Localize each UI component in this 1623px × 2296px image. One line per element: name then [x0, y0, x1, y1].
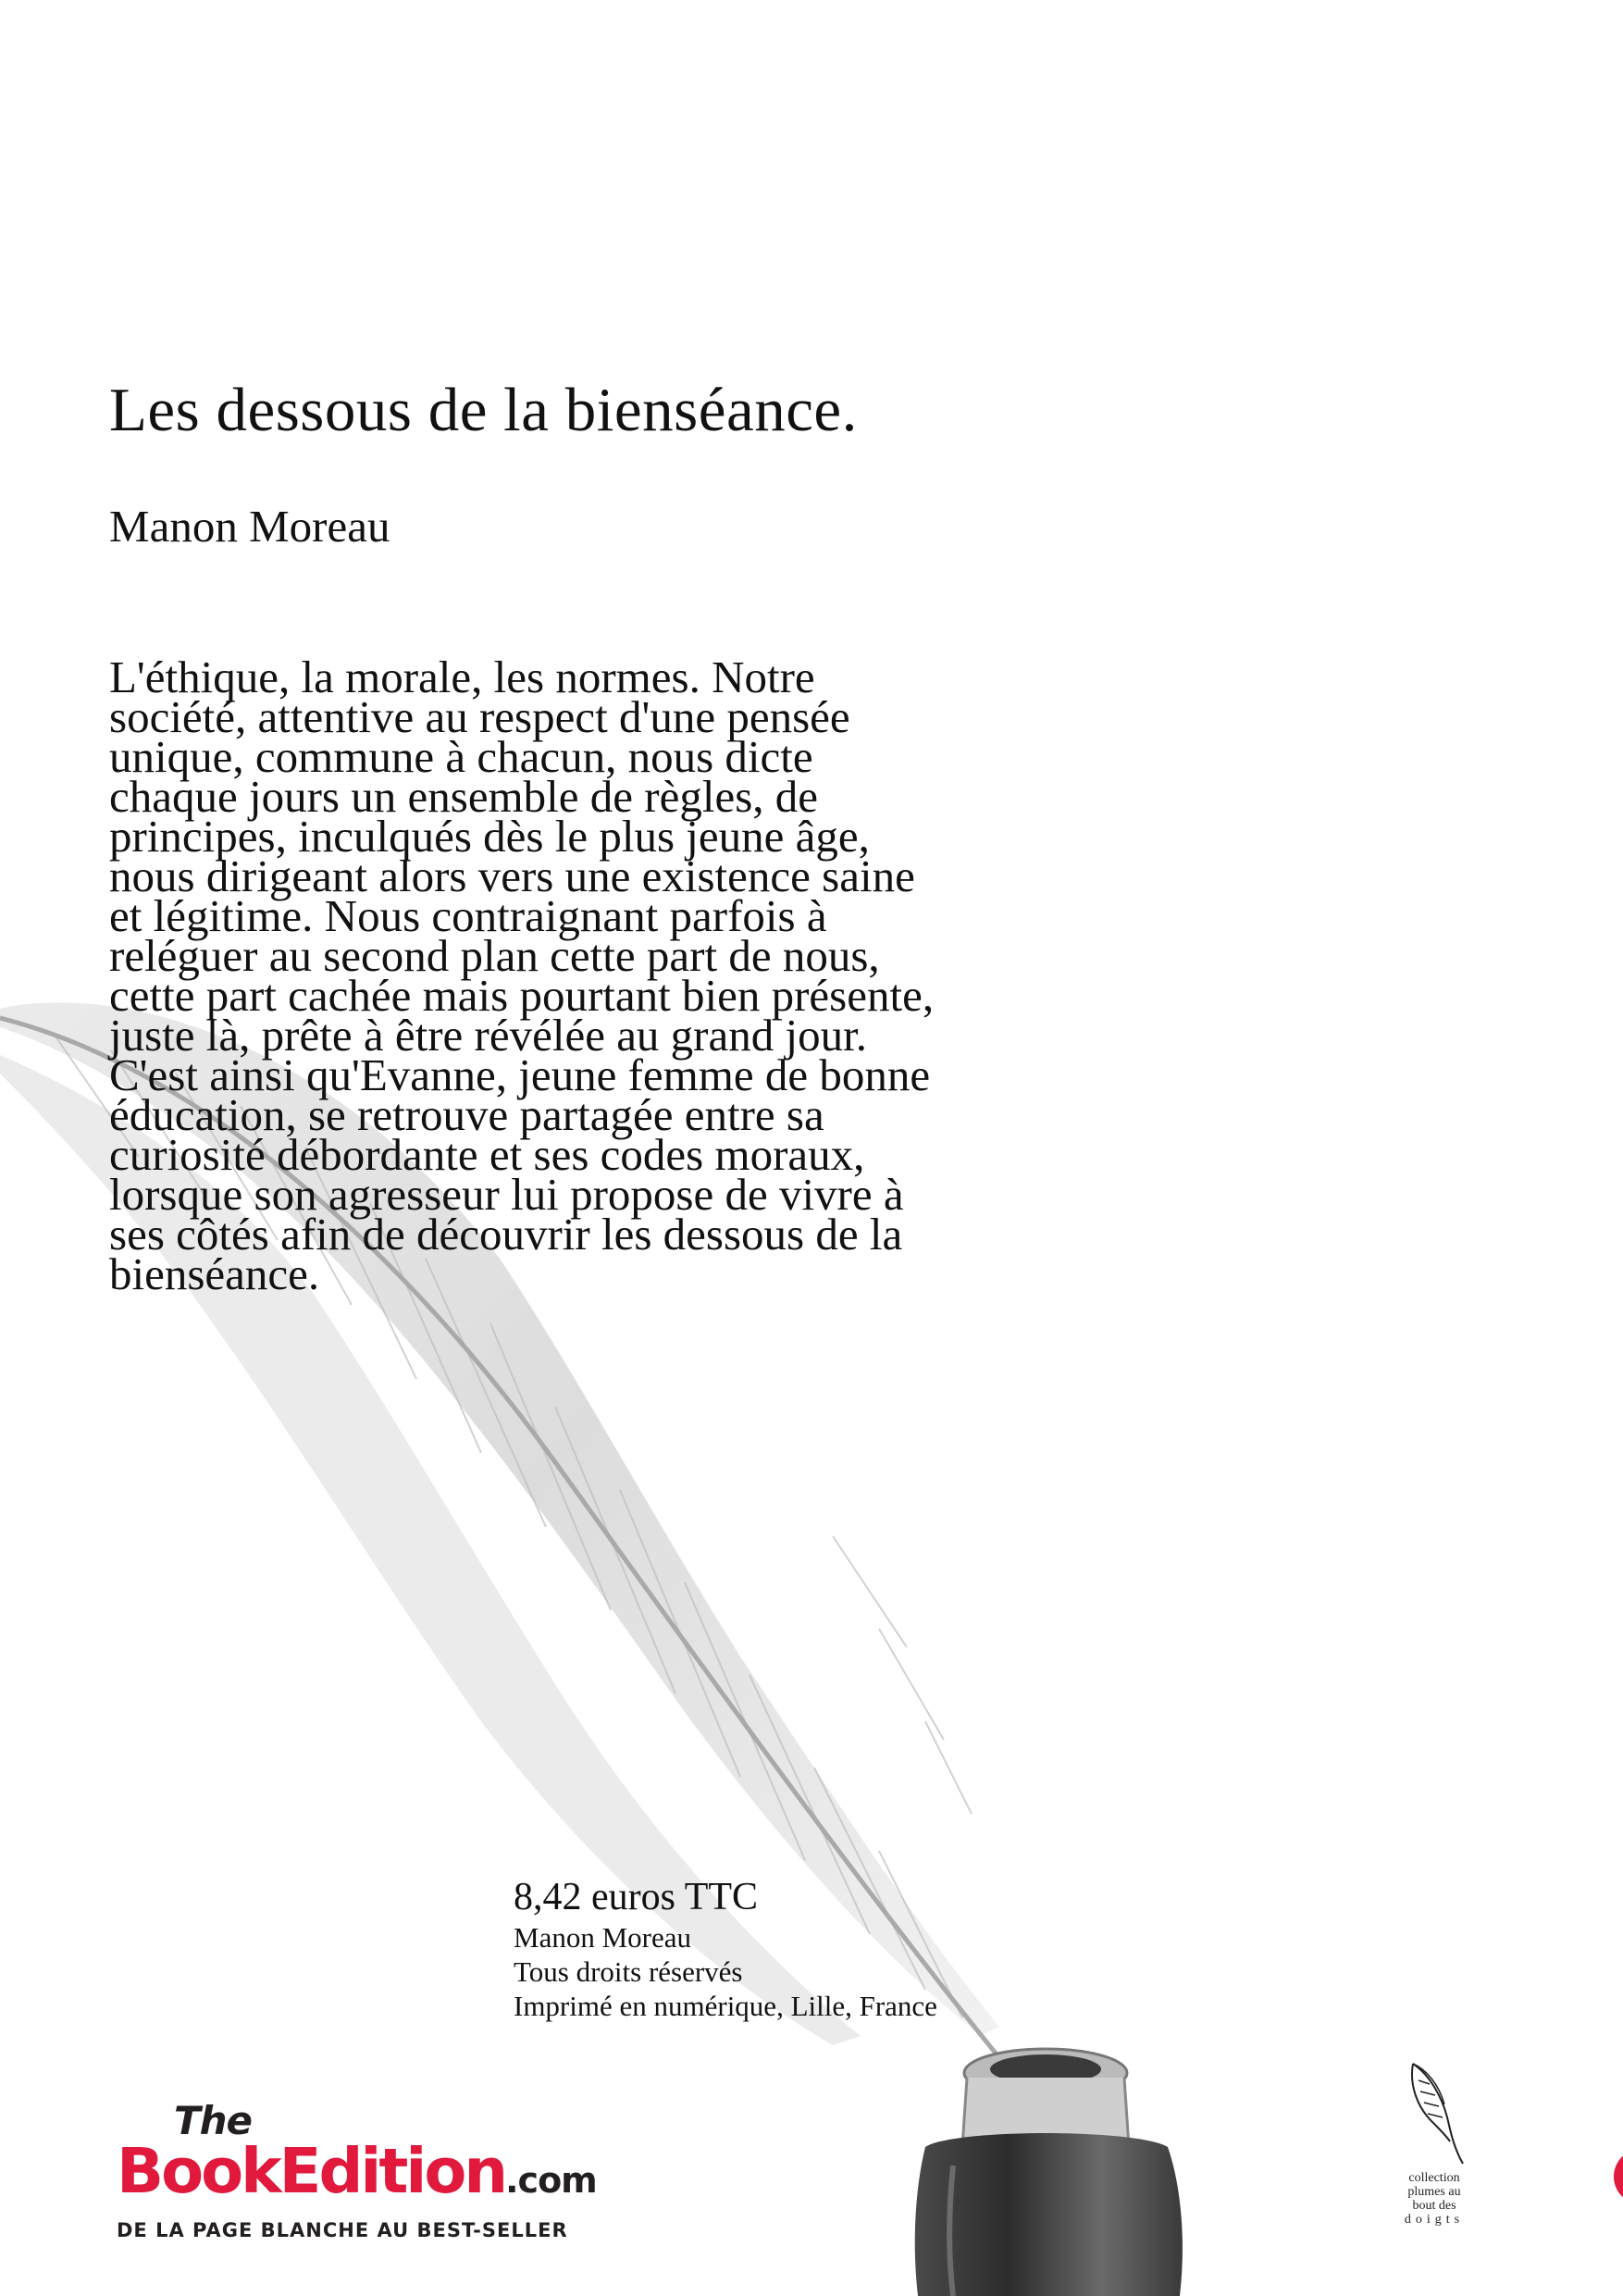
publisher-logo [117, 2098, 653, 2241]
blurb-line: société, attentive au respect d'une pensée [109, 691, 850, 742]
collection-feather-icon [1402, 2056, 1467, 2167]
logo-the: The [174, 2098, 253, 2143]
logo-name-main: BookEdition [117, 2135, 506, 2207]
book-author: Manon Moreau [109, 501, 390, 552]
ink-bottle-illustration [915, 2049, 1183, 2296]
blurb-line: juste là, prête à être révélée au grand jour. [109, 1010, 867, 1061]
blurb-line: curiosité débordante et ses codes moraux, [109, 1129, 865, 1180]
blurb-line: ses côtés afin de découvrir les dessous de la [109, 1209, 903, 1260]
collection-line: collection [1408, 2171, 1460, 2185]
imprint-rights: Tous droits réservés [514, 1955, 743, 1988]
blurb-line: bienséance. [109, 1248, 320, 1299]
imprint-author: Manon Moreau [514, 1921, 691, 1954]
blurb-line: chaque jours un ensemble de règles, de [109, 771, 819, 822]
blurb-line: unique, commune à chacun, nous dicte [109, 731, 813, 782]
logo-tagline: DE LA PAGE BLANCHE AU BEST-SELLER [117, 2219, 568, 2241]
blurb-line: L'éthique, la morale, les normes. Notre [109, 652, 815, 702]
logo-name-tld: .com [505, 2160, 597, 2201]
book-title: Les dessous de la bienséance. [109, 376, 858, 444]
back-cover-blurb [109, 652, 1247, 1299]
blurb-line: et légitime. Nous contraignant parfois à [109, 890, 827, 941]
blurb-line: éducation, se retrouve partagée entre sa [109, 1089, 824, 1140]
collection-line: plumes au [1407, 2185, 1461, 2199]
blurb-line: nous dirigeant alors vers une existence saine [109, 850, 915, 901]
collection-line: bout des [1412, 2199, 1456, 2213]
blurb-line: cette part cachée mais pourtant bien présente, [109, 970, 935, 1021]
logo-name [117, 2135, 653, 2212]
price: 8,42 euros TTC [514, 1876, 759, 1918]
blurb-line: lorsque son agresseur lui propose de vivre à [109, 1169, 904, 1220]
blurb-line: reléguer au second plan cette part de nous, [109, 930, 880, 981]
imprint-block [514, 1874, 937, 2023]
imprint-printed: Imprimé en numérique, Lille, France [514, 1990, 937, 2022]
collection-line: doigts [1404, 2213, 1465, 2227]
collection-mark [1388, 2056, 1481, 2227]
collection-name [1388, 2171, 1481, 2227]
blurb-line: principes, inculqués dès le plus jeune âge, [109, 811, 870, 862]
blurb-line: C'est ainsi qu'Evanne, jeune femme de bonne [109, 1049, 931, 1100]
